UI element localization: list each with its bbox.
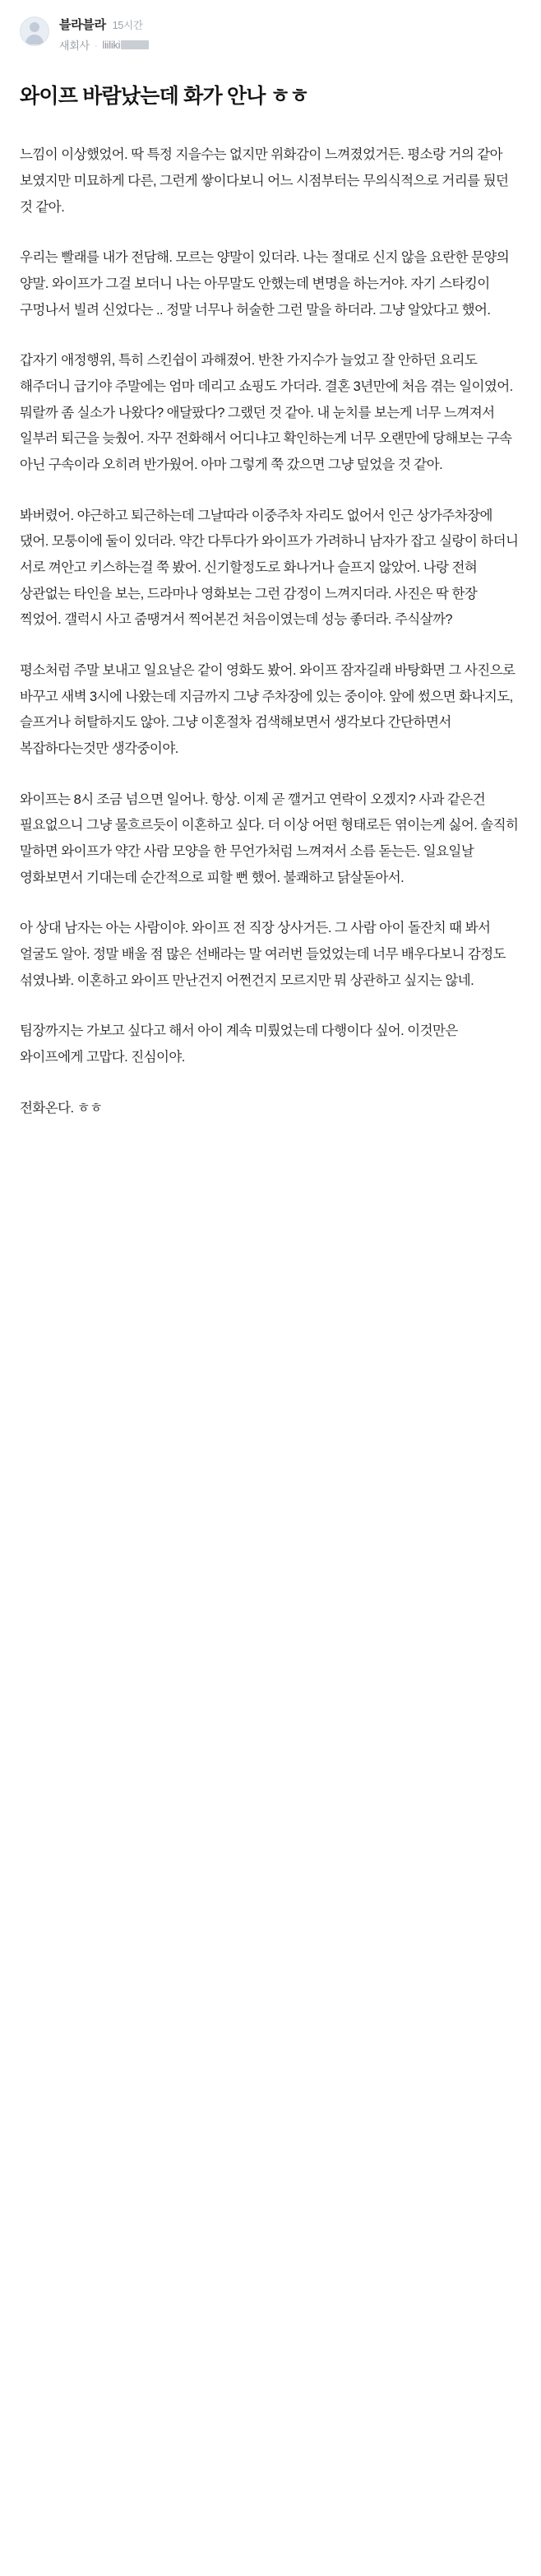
masked-id-block (121, 40, 149, 49)
author-nickname[interactable]: 블라블라 (59, 18, 106, 32)
page-title: 와이프 바람났는데 화가 안나 ㅎㅎ (20, 84, 309, 108)
author-user-id (102, 39, 149, 51)
author-user-id-text: liiliki (102, 39, 121, 51)
post-paragraph: 느낌이 이상했었어. 딱 특정 지을수는 없지만 위화감이 느껴졌었거든. 평소랑 거의 같아 보였지만 미묘하게 다른, 그런게 쌓이다보니 어느 시점부터는 무의식적으로 거리를 뒀던 것 같아. (20, 147, 512, 215)
post-paragraph: 전화온다. ㅎㅎ (20, 1100, 103, 1116)
post-paragraph: 우리는 빨래를 내가 전담해. 모르는 양말이 있더라. 나는 절대로 신지 않을 요란한 문양의 양말. 와이프가 그걸 보더니 나는 아무말도 안했는데 변명을 하는거야. 자기 스타킹이 구멍나서 빌려 신었다는 .. 정말 너무나 허술한 그런 말을 하더라. 그냥 알았다고 했어. (20, 250, 513, 318)
author-info (59, 15, 149, 53)
author-primary-line (59, 16, 149, 33)
post-paragraph: 갑자기 애정행위, 특히 스킨쉽이 과해졌어. 반찬 가지수가 늘었고 잘 안하던 요리도 해주더니 급기야 주말에는 엄마 데리고 쇼핑도 가더라. 결혼 3년만에 처음 겪는 일이였어. 뭐랄까 좀 실소가 나왔다? 애달팠다? 그랬던 것 같아. 내 눈치를 보는게 너무 느껴져서 일부러 퇴근을 늦췄어. 자꾸 전화해서 어디냐고 확인하는게 너무 오랜만에 당해보는 구속 아닌 구속이라 오히려 반가웠어. 아마 그렇게 쭉 갔으면 그냥 덮었을 것 같아. (20, 353, 516, 472)
post-header (0, 0, 541, 58)
post-body (0, 129, 541, 1154)
post-paragraph: 평소처럼 주말 보내고 일요날은 같이 영화도 봤어. 와이프 잠자길래 바탕화면 그 사진으로 바꾸고 새벽 3시에 나왔는데 지금까지 그냥 주차장에 있는 중이야. 앞에 썼으면 화나지도, 슬프거나 허탈하지도 않아. 그냥 이혼절차 검색해보면서 생각보다 간단하면서 복잡하다는것만 생각중이야. (20, 663, 519, 757)
post-paragraph: 팀장까지는 가보고 싶다고 해서 아이 계속 미뤘었는데 다행이다 싶어. 이것만은 와이프에게 고맙다. 진심이야. (20, 1023, 461, 1065)
avatar (20, 16, 49, 46)
board-name[interactable]: 새회사 (59, 39, 90, 52)
separator-dot: · (94, 39, 98, 51)
post-paragraph: 와이프는 8시 조금 넘으면 일어나. 항상. 이제 곧 깰거고 연락이 오겠지? 사과 같은건 필요없으니 그냥 물흐르듯이 이혼하고 싶다. 더 이상 어떤 형태로든 엮이는게 싫어. 솔직히 말하면 와이프가 약간 사람 모양을 한 무언가처럼 느껴져서 소름 돋는든. 일요일날 영화보면서 기대는데 순간적으로 피할 뻔 했어. 불쾌하고 닭살돋아서. (20, 791, 522, 885)
author-secondary-line (59, 37, 149, 53)
post-paragraph: 봐버렸어. 야근하고 퇴근하는데 그날따라 이중주차 자리도 없어서 인근 상가주차장에 댔어. 모퉁이에 둘이 있더라. 약간 다투다가 와이프가 가려하니 남자가 잡고 실랑이 하더니 서로 껴안고 키스하는걸 쭉 봤어. 신기할정도로 화나거나 슬프지 않았어. 나랑 전혀 상관없는 타인을 보는, 드라마나 영화보는 그런 감정이 느껴지더라. 사진은 딱 한장 찍었어. 갤럭시 사고 줌땡겨서 찍어본건 처음이였는데 성능 좋더라. 주식살까? (20, 508, 522, 628)
post-timestamp: 15시간 (112, 19, 143, 31)
post-paragraph: 아 상대 남자는 아는 사람이야. 와이프 전 직장 상사거든. 그 사람 아이 돌잔치 때 봐서 얼굴도 알아. 정말 배울 점 많은 선배라는 말 여러번 들었었는데 너무 배우다보니 감정도 섞였나봐. 이혼하고 와이프 만난건지 어쩐건지 모르지만 뭐 상관하고 싶지는 않네. (20, 921, 510, 988)
